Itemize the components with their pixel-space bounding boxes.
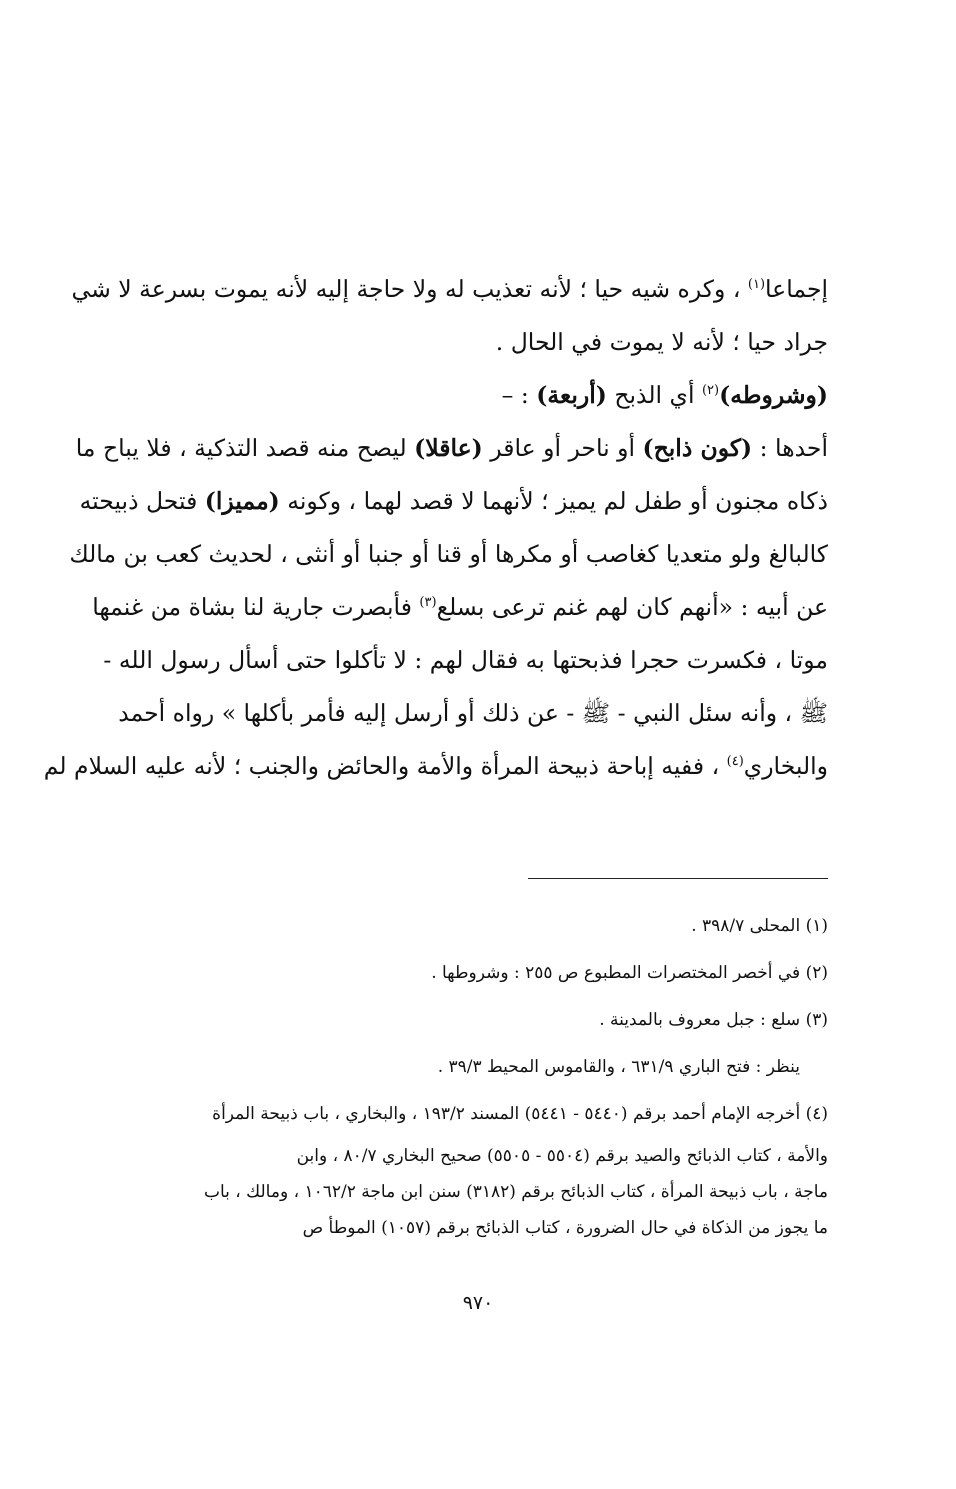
bold-term: (وشروطه) (719, 381, 828, 409)
footnote-3-continued: ينظر : فتح الباري ٦٣١/٩ ، والقاموس المحيط ٣٩/٣ . (437, 1057, 800, 1077)
text-line-5: ذكاه مجنون أو طفل لم يميز ؛ لأنهما لا قصد لهما ، وكونه (مميزا) فتحل ذبيحته (79, 487, 828, 515)
bold-term: (عاقلا) (414, 434, 483, 462)
footnote-2: (٢) في أخصر المختصرات المطبوع ص ٢٥٥ : وشروطها . (431, 963, 828, 983)
text-line-4: أحدها : (كون ذابح) أو ناحر أو عاقر (عاقلا) ليصح منه قصد التذكية ، فلا يباح ما (75, 434, 828, 462)
text-line-6: كالبالغ ولو متعديا كغاصب أو مكرها أو قنا أو جنبا أو أنثى ، لحديث كعب بن مالك (69, 540, 828, 568)
text-line-1: إجماعا$^{(١)}$ ، وكره شيه حيا ؛ لأنه تعذيب له ولا حاجة إليه لأنه يموت بسرعة لا شي (71, 275, 828, 303)
footnote-separator (528, 878, 828, 879)
main-text (43, 263, 828, 793)
footnote-ref-1[interactable]: (١) (747, 277, 766, 293)
footnote-4: (٤) أخرجه الإمام أحمد برقم (٥٤٤٠ - ٥٤٤١) المسند ١٩٣/٢ ، والبخاري ، باب ذبيحة المرأة (212, 1104, 828, 1124)
footnote-ref-3[interactable]: (٣) (419, 595, 437, 611)
text-line-9: ﷺ ، وأنه سئل النبي - ﷺ - عن ذلك أو أرسل إليه فأمر بأكلها » رواه أحمد (118, 699, 828, 727)
bold-term: (كون ذابح) (642, 434, 753, 462)
footnote-3: (٣) سلع : جبل معروف بالمدينة . (599, 1010, 828, 1030)
text-line-7: عن أبيه : «أنهم كان لهم غنم ترعى بسلع$^{(٣)}$ فأبصرت جارية لنا بشاة من غنمها (92, 593, 828, 621)
footnote-4-line-4: ما يجوز من الذكاة في حال الضرورة ، كتاب الذبائح برقم (١٠٥٧) الموطأ ص (302, 1218, 828, 1238)
footnote-4-line-2: والأمة ، كتاب الذبائح والصيد برقم (٥٥٠٤ - ٥٥٠٥) صحيح البخاري ٨٠/٧ ، وابن (296, 1146, 828, 1166)
footnotes (122, 903, 828, 1246)
text-line-3: (وشروطه)$^{(٢)}$ أي الذبح (أربعة) : – (501, 381, 828, 409)
text-line-8: موتا ، فكسرت حجرا فذبحتها به فقال لهم : لا تأكلوا حتى أسأل رسول الله - (103, 646, 828, 674)
text-line-10: والبخاري$^{(٤)}$ ، ففيه إباحة ذبيحة المرأة والأمة والحائض والجنب ؛ لأنه عليه السلام لم (43, 752, 828, 780)
footnote-1: (١) المحلى ٣٩٨/٧ . (691, 916, 828, 936)
footnote-ref-2[interactable]: (٢) (701, 383, 720, 399)
text-line-2: جراد حيا ؛ لأنه لا يموت في الحال . (495, 328, 828, 356)
page-number: ٩٧٠ (462, 1292, 494, 1314)
footnote-ref-4[interactable]: (٤) (726, 754, 744, 770)
bold-term: (أربعة) (536, 381, 607, 409)
footnote-4-line-3: ماجة ، باب ذبيحة المرأة ، كتاب الذبائح برقم (٣١٨٢) سنن ابن ماجة ١٠٦٢/٢ ، ومالك ، باب (203, 1182, 828, 1202)
bold-term: (مميزا) (204, 487, 280, 515)
